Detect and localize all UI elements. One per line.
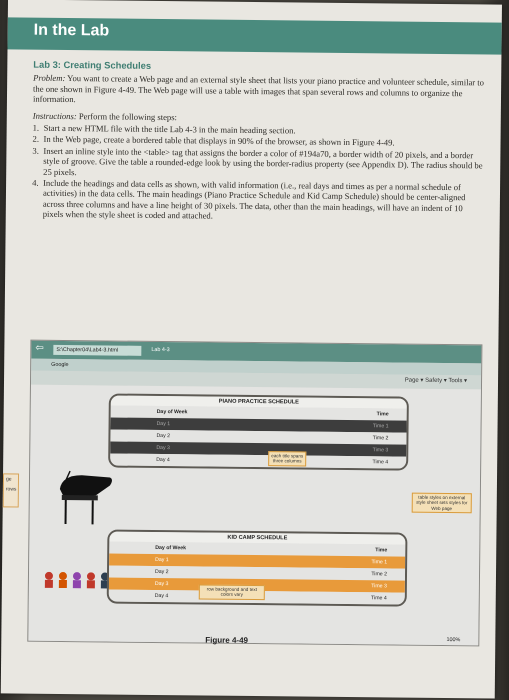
margin-note: ge rows [3,473,19,507]
kids-icon [43,571,113,590]
lab-title: Lab 3: Creating Schedules [33,58,152,71]
table-row: Day 3 Time 3 [110,442,406,457]
callout-title-span: each title spans three columns [268,451,306,466]
instructions-text: Perform the following steps: [78,110,178,122]
table-row: Day 1 Time 1 [111,418,407,433]
command-menu[interactable]: Page ▾ Safety ▾ Tools ▾ [404,377,468,385]
google-favorite[interactable]: Google [51,361,69,369]
instructions-label: Instructions: [32,110,77,121]
kid-camp-schedule-title: KID CAMP SCHEDULE [109,532,405,545]
table-row: Day 4 Time 4 [109,590,405,605]
figure-screenshot [27,340,482,647]
problem-paragraph [33,73,485,109]
piano-schedule-table [108,393,409,470]
kid-header-row: Day of Week Time [109,542,405,557]
section-header-band [7,17,501,54]
callout-row-background: row background and text colors vary [199,584,265,600]
step-item: 3. Insert an inline style into the <table> tag that assigns the border a color of #194a70, a border width of 20 pixels, and a border style of groove. Give the table a rounded-edge look by using the border-radius property (see Appendix D). The radius should be 25 pixels. [32,145,483,177]
table-row: Day 4 Time 4 [110,454,406,469]
section-title: In the Lab [33,21,110,40]
callout-external-styles: table styles on external style sheet sets styles for Web page [412,493,472,514]
back-arrow-icon[interactable]: ⇦ [35,342,44,354]
table-row: Day 3 Time 3 [109,578,405,593]
step-item: 4. Include the headings and data cells as shown, with valid information (i.e., real days and times as per a normal schedule of activities) in the data cells. The main headings (Piano Practice Schedule and Kid Camp Schedule) should be center-aligned across three columns and have a line height of 30 pixels. The data, other than the main headings, will have an indent of 10 pixels when the style sheet is coded and attached. [32,177,466,221]
piano-schedule-title: PIANO PRACTICE SCHEDULE [111,396,407,409]
piano-header-row: Day of Week Time [111,406,407,421]
browser-tab[interactable]: Lab 4-3 [151,346,170,354]
table-row: Day 1 Time 1 [109,554,405,569]
table-row: Day 2 Time 2 [110,430,406,445]
lab-body [32,60,486,225]
figure-caption: Figure 4-49 [205,635,249,645]
problem-text: You want to create a Web page and an external style sheet that lists your piano practice and volunteer schedule, similar to the one shown in Figure 4-49. The Web page will use a table with images that span several rows and columns to organize the information. [32,73,485,105]
zoom-level[interactable]: 100% [446,637,461,644]
step-item: 2. In the Web page, create a bordered table that displays in 90% of the browser, as shown in Figure 4-49. [32,134,395,148]
piano-icon [55,469,116,530]
table-row: Day 2 Time 2 [109,566,405,581]
textbook-page [1,0,502,699]
address-bar[interactable]: S:\Chapter04\Lab4-3.html [53,345,141,356]
problem-label: Problem: [33,73,66,84]
page-content [28,385,481,647]
steps-list [32,123,485,224]
step-item: 1. Start a new HTML file with the title Lab 4-3 in the main heading section. [32,122,296,136]
